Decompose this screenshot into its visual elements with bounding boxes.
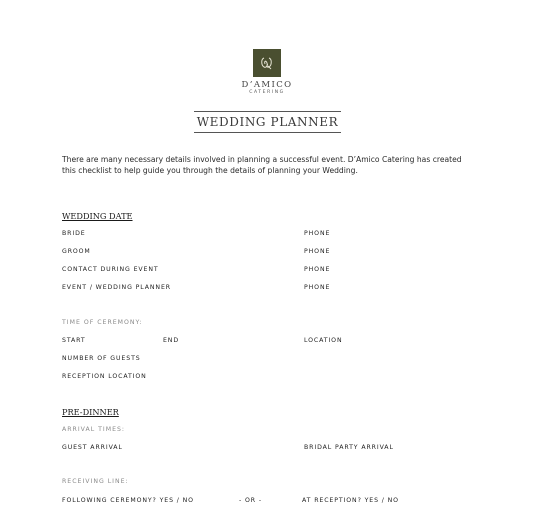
field-label-or: - OR -: [239, 497, 262, 504]
subheading-arrival-times: ARRIVAL TIMES:: [62, 426, 126, 433]
field-label-start: START: [62, 337, 86, 344]
section-heading-wedding-date: WEDDING DATE: [62, 211, 133, 221]
field-label-bridal-party-arrival: BRIDAL PARTY ARRIVAL: [304, 444, 394, 451]
field-label-planner-phone: PHONE: [304, 284, 331, 291]
field-label-number-of-guests: NUMBER OF GUESTS: [62, 355, 141, 362]
subheading-time-of-ceremony: TIME OF CEREMONY:: [62, 319, 143, 326]
logo-mark: [253, 49, 281, 77]
field-label-contact-phone: PHONE: [304, 266, 331, 273]
field-label-location: LOCATION: [304, 337, 343, 344]
brand-name: D’AMICO: [241, 80, 293, 90]
field-label-end: END: [163, 337, 180, 344]
page-title: WEDDING PLANNER: [196, 115, 339, 129]
field-label-contact: CONTACT DURING EVENT: [62, 266, 159, 273]
field-label-groom: GROOM: [62, 248, 91, 255]
subheading-receiving-line: RECEIVING LINE:: [62, 478, 129, 485]
field-label-reception-location: RECEPTION LOCATION: [62, 373, 147, 380]
logo-monogram-icon: [257, 53, 277, 73]
field-label-at-reception: AT RECEPTION? YES / NO: [302, 497, 399, 504]
field-label-bride-phone: PHONE: [304, 230, 331, 237]
brand-subtitle: CATERING: [249, 90, 285, 95]
field-label-groom-phone: PHONE: [304, 248, 331, 255]
intro-paragraph: There are many necessary details involved in planning a successful event. D’Amico Catering has created this checklist to help guide you through the details of planning your Wedding.: [62, 155, 462, 175]
field-label-bride: BRIDE: [62, 230, 86, 237]
title-rule-top: [194, 111, 341, 112]
field-label-guest-arrival: GUEST ARRIVAL: [62, 444, 123, 451]
title-rule-bottom: [194, 132, 341, 133]
section-heading-pre-dinner: PRE-DINNER: [62, 407, 119, 417]
field-label-planner: EVENT / WEDDING PLANNER: [62, 284, 171, 291]
field-label-following-ceremony: FOLLOWING CEREMONY? YES / NO: [62, 497, 194, 504]
